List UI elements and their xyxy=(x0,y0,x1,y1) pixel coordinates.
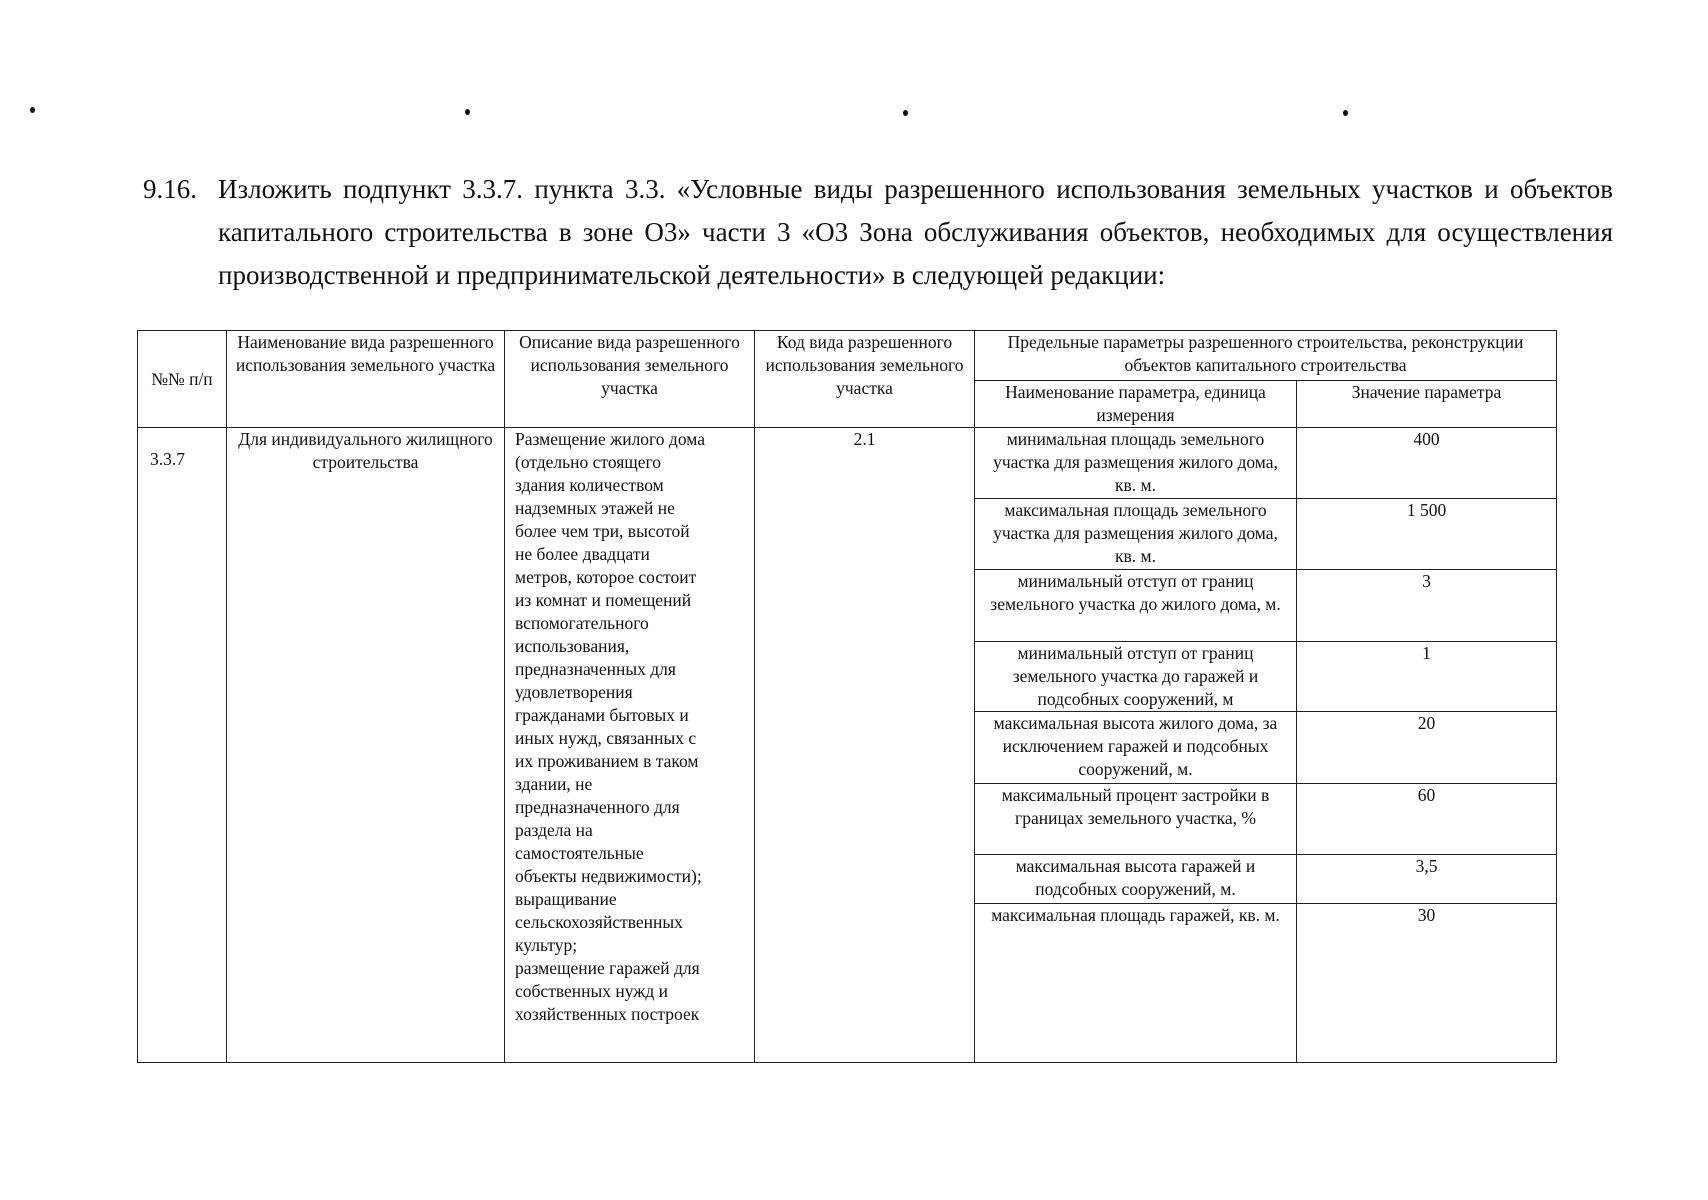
description-line: более чем три, высотой xyxy=(515,521,690,541)
description-line: из комнат и помещений xyxy=(515,590,692,610)
param-name: максимальная высота жилого дома, за исключением гаражей и подсобных сооружений, м. xyxy=(975,712,1297,784)
param-name: максимальный процент застройки в границах земельного участка, % xyxy=(975,784,1297,855)
paragraph-number: 9.16. xyxy=(143,174,197,204)
description-line: здании, не xyxy=(515,774,593,794)
param-value: 1 500 xyxy=(1297,499,1557,570)
description-line: раздела на xyxy=(515,820,593,840)
row-name: Для индивидуального жилищного строительства xyxy=(227,428,505,1063)
description-line: иных нужд, связанных с xyxy=(515,728,697,748)
description-line: не более двадцати xyxy=(515,544,650,564)
header-code: Код вида разрешенного использования земельного участка xyxy=(755,331,975,428)
header-name: Наименование вида разрешенного использования земельного участка xyxy=(227,331,505,428)
param-value: 3 xyxy=(1297,570,1557,642)
description-line: здания количеством xyxy=(515,475,664,495)
description-line: (отдельно стоящего xyxy=(515,452,662,472)
scan-dot xyxy=(465,109,470,115)
header-param-value: Значение параметра xyxy=(1297,381,1557,428)
param-name: минимальный отступ от границ земельного участка до жилого дома, м. xyxy=(975,570,1297,642)
description-line: вспомогательного xyxy=(515,613,649,633)
scan-dot xyxy=(30,107,35,113)
header-row xyxy=(138,331,1557,381)
row-code: 2.1 xyxy=(755,428,975,1063)
description-line: сельскохозяйственных xyxy=(515,912,683,932)
param-name: максимальная площадь земельного участка для размещения жилого дома, кв. м. xyxy=(975,499,1297,570)
param-value: 60 xyxy=(1297,784,1557,855)
description-line: гражданами бытовых и xyxy=(515,705,689,725)
header-num: №№ п/п xyxy=(138,331,227,428)
parameters-table xyxy=(137,330,1557,1063)
scan-dot xyxy=(1343,110,1348,116)
param-value: 400 xyxy=(1297,428,1557,499)
description-line: использования, xyxy=(515,636,630,656)
param-value: 1 xyxy=(1297,642,1557,712)
description-line: предназначенных для xyxy=(515,659,676,679)
header-params-group: Предельные параметры разрешенного строительства, реконструкции объектов капитального строительства xyxy=(975,331,1557,381)
description-line: предназначенного для xyxy=(515,797,680,817)
description-line: культур; xyxy=(515,935,578,955)
param-name: минимальный отступ от границ земельного участка до гаражей и подсобных сооружений, м xyxy=(975,642,1297,712)
description-line: собственных нужд и xyxy=(515,981,668,1001)
paragraph-text: Изложить подпункт 3.3.7. пункта 3.3. «Условные виды разрешенного использования земельных участков и объектов капитального строительства в зоне О3» части 3 «О3 Зона обслуживания объектов, необходимых для осуществления производственной и предпринимательской деятельности» в следующей редакции: xyxy=(218,174,1613,290)
header-param-name: Наименование параметра, единица измерения xyxy=(975,381,1297,428)
description-line: их проживанием в таком xyxy=(515,751,699,771)
param-name: минимальная площадь земельного участка для размещения жилого дома, кв. м. xyxy=(975,428,1297,499)
param-name: максимальная площадь гаражей, кв. м. xyxy=(975,904,1297,1063)
description-line: надземных этажей не xyxy=(515,498,675,518)
intro-paragraph xyxy=(143,168,1613,297)
row-description xyxy=(505,428,755,1063)
header-description: Описание вида разрешенного использования земельного участка xyxy=(505,331,755,428)
description-line: удовлетворения xyxy=(515,682,633,702)
scan-dot xyxy=(903,110,908,116)
description-line: хозяйственных построек xyxy=(515,1004,700,1024)
description-line: выращивание xyxy=(515,889,617,909)
description-line: самостоятельные xyxy=(515,843,644,863)
row-num: 3.3.7 xyxy=(138,428,227,1063)
param-value: 20 xyxy=(1297,712,1557,784)
param-name: максимальная высота гаражей и подсобных сооружений, м. xyxy=(975,855,1297,904)
description-line: Размещение жилого дома xyxy=(515,429,705,449)
description-lines xyxy=(515,428,748,1026)
description-line: метров, которое состоит xyxy=(515,567,697,587)
table-row xyxy=(138,428,1557,499)
param-value: 30 xyxy=(1297,904,1557,1063)
param-value: 3,5 xyxy=(1297,855,1557,904)
description-line: размещение гаражей для xyxy=(515,958,700,978)
description-line: объекты недвижимости); xyxy=(515,866,702,886)
